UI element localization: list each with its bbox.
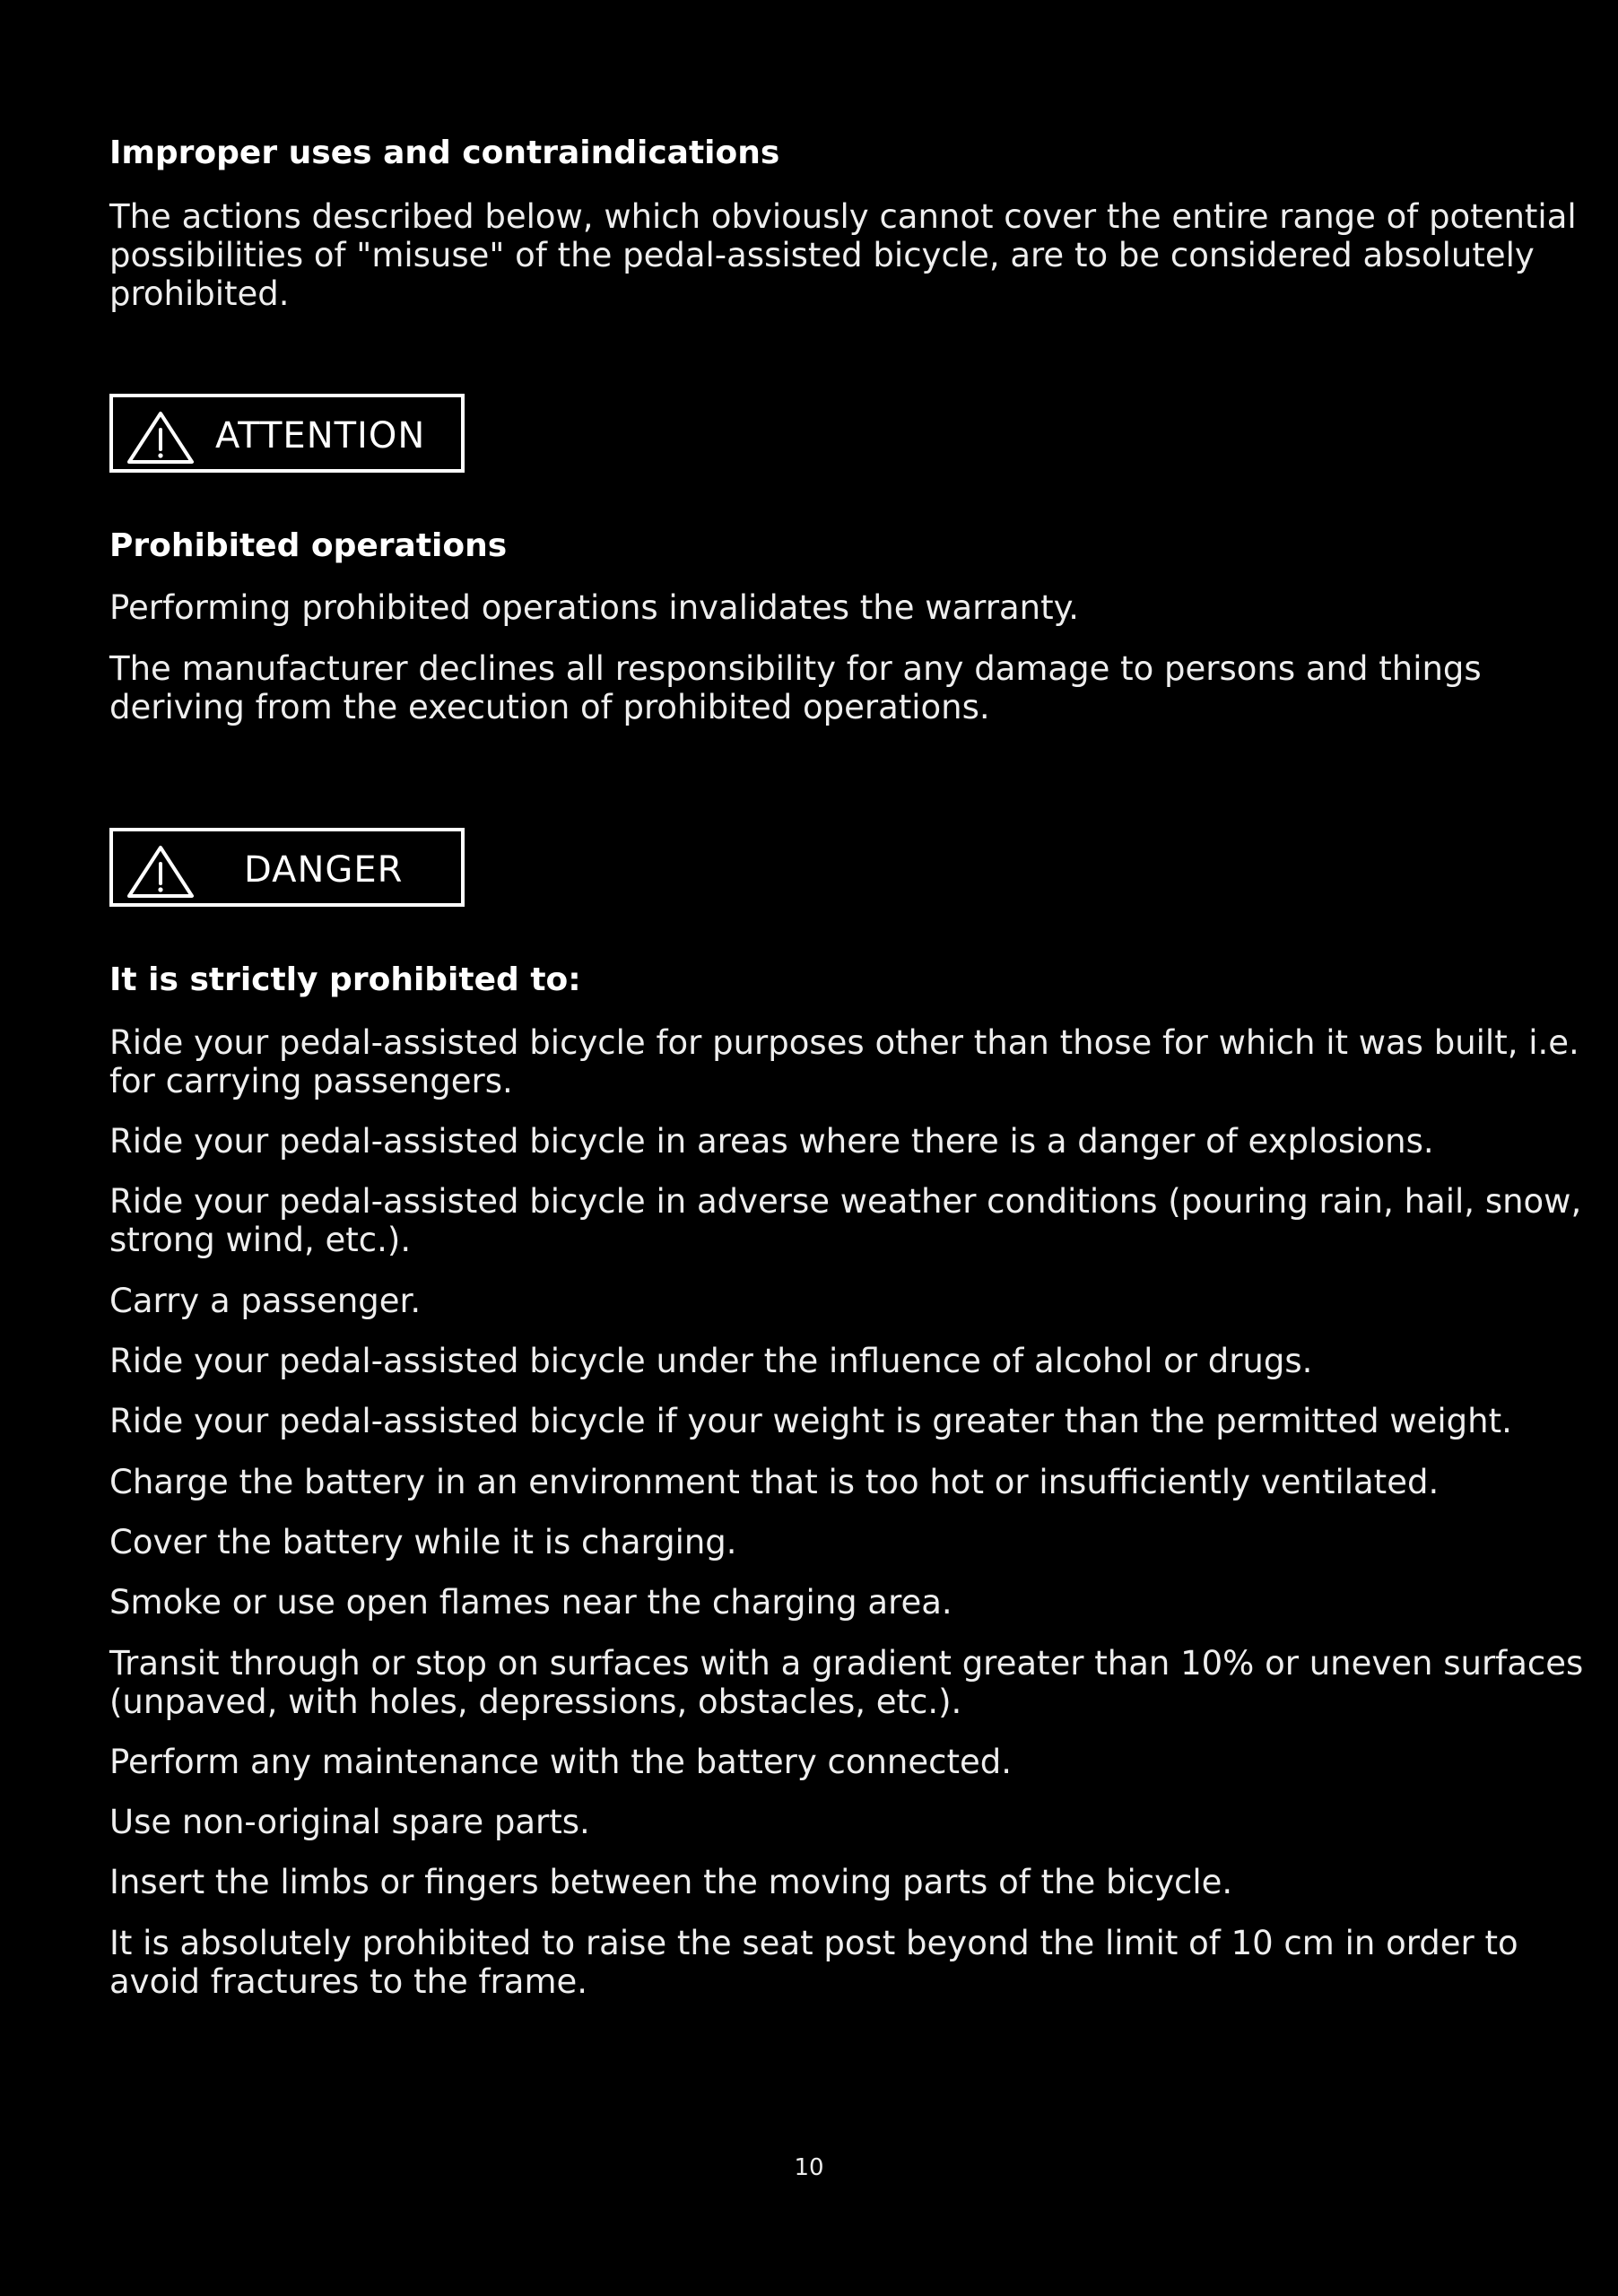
text-line: for carrying passengers. [109, 1062, 513, 1100]
text-line: Insert the limbs or fingers between the moving parts of the bicycle. [109, 1863, 1233, 1901]
text-line: Ride your pedal-assisted bicycle if your weight is greater than the permitted weight. [109, 1402, 1512, 1440]
prohibition-item [109, 1743, 1509, 1781]
text-line: Carry a passenger. [109, 1282, 422, 1320]
section-heading-prohibited-operations: Prohibited operations [109, 527, 508, 564]
text-line: The actions described below, which obviously cannot cover the entire range of potential [109, 197, 1577, 236]
text-line: avoid fractures to the frame. [109, 1962, 588, 2001]
attention-box [109, 394, 465, 473]
text-line: Smoke or use open flames near the charging area. [109, 1583, 953, 1622]
text-line: It is absolutely prohibited to raise the seat post beyond the limit of 10 cm in order to [109, 1924, 1518, 1962]
section-heading-improper-uses: Improper uses and contraindications [109, 135, 780, 171]
text-line: deriving from the execution of prohibited operations. [109, 688, 990, 726]
attention-label: ATTENTION [215, 415, 426, 457]
text-line: The manufacturer declines all responsibility for any damage to persons and things [109, 649, 1482, 688]
text-line: Performing prohibited operations invalidates the warranty. [109, 588, 1079, 627]
responsibility-paragraph [109, 649, 1509, 726]
text-line: Ride your pedal-assisted bicycle in areas where there is a danger of explosions. [109, 1122, 1434, 1161]
text-line: Charge the battery in an environment that is too hot or insufficiently ventilated. [109, 1463, 1440, 1501]
section-heading-strictly-prohibited: It is strictly prohibited to: [109, 961, 581, 998]
warning-triangle-icon [126, 844, 196, 900]
text-line: possibilities of "misuse" of the pedal-assisted bicycle, are to be considered absolutely [109, 236, 1535, 274]
prohibition-item [109, 1924, 1518, 2001]
prohibition-item [109, 1863, 1509, 1901]
prohibition-item [109, 1182, 1582, 1259]
danger-box [109, 828, 465, 907]
prohibition-item [109, 1122, 1509, 1161]
prohibition-item [109, 1583, 1509, 1622]
prohibition-item [109, 1463, 1509, 1501]
text-line: Ride your pedal-assisted bicycle in adverse weather conditions (pouring rain, hail, snow, [109, 1182, 1582, 1221]
text-line: (unpaved, with holes, depressions, obstacles, etc.). [109, 1683, 962, 1721]
prohibition-item [109, 1803, 1509, 1841]
prohibition-item [109, 1282, 1509, 1320]
prohibition-item [109, 1644, 1584, 1721]
prohibition-item [109, 1342, 1509, 1380]
prohibition-item [109, 1523, 1509, 1561]
text-line: Use non-original spare parts. [109, 1803, 590, 1841]
prohibition-item [109, 1402, 1512, 1440]
warranty-paragraph [109, 588, 1509, 627]
text-line: prohibited. [109, 274, 290, 313]
text-line: strong wind, etc.). [109, 1221, 412, 1259]
text-line: Cover the battery while it is charging. [109, 1523, 737, 1561]
page-number: 10 [794, 2154, 824, 2181]
text-line: Ride your pedal-assisted bicycle for purposes other than those for which it was built, i.e. [109, 1023, 1579, 1062]
text-line: Ride your pedal-assisted bicycle under the influence of alcohol or drugs. [109, 1342, 1313, 1380]
danger-label: DANGER [244, 849, 404, 891]
warning-triangle-icon [126, 410, 196, 465]
prohibition-item [109, 1023, 1579, 1100]
intro-paragraph [109, 197, 1577, 313]
text-line: Transit through or stop on surfaces with a gradient greater than 10% or uneven surfaces [109, 1644, 1584, 1683]
text-line: Perform any maintenance with the battery connected. [109, 1743, 1012, 1781]
